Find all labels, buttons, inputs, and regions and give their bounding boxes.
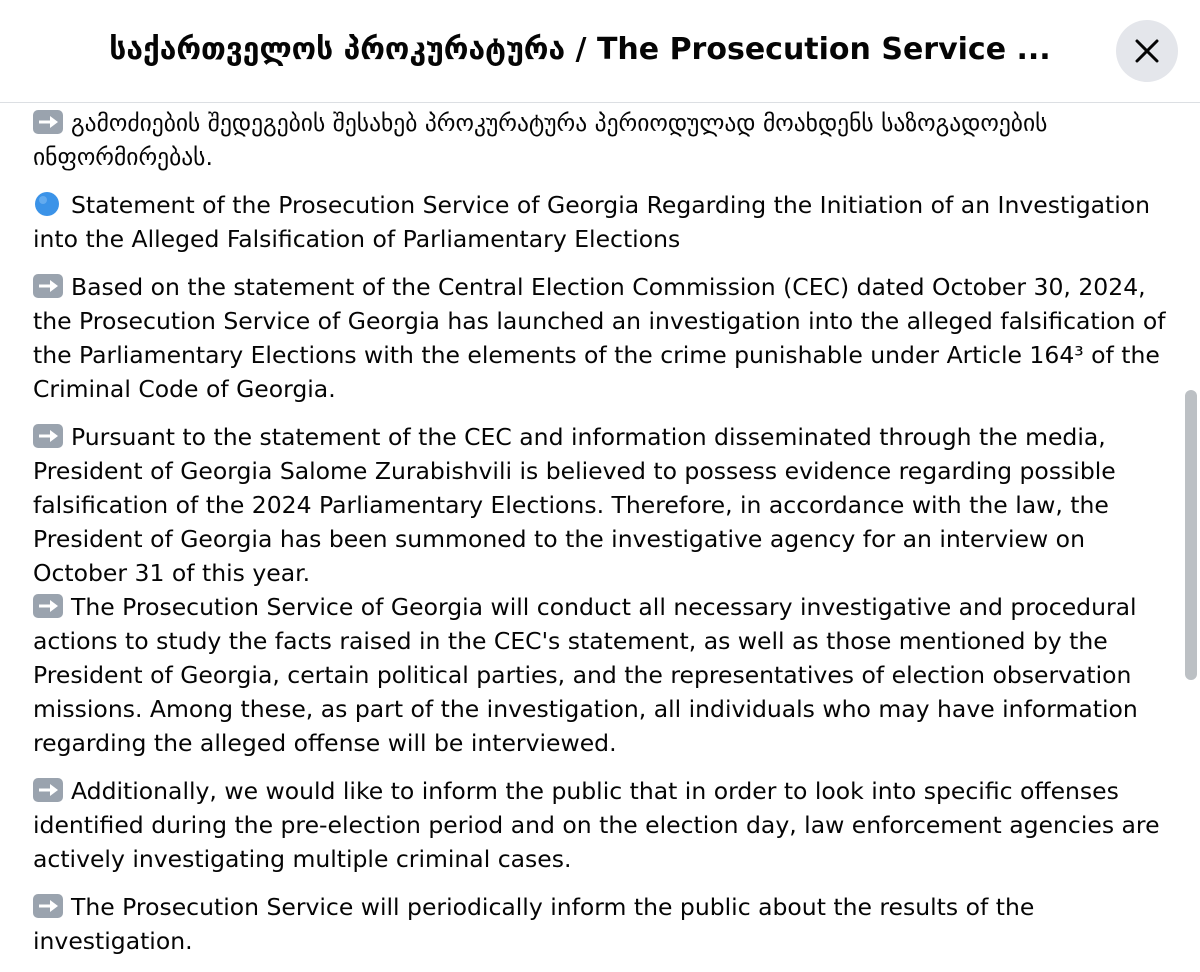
close-button[interactable] — [1116, 20, 1178, 82]
post-paragraph: The Prosecution Service will periodically inform the public about the results of the investigation. — [33, 893, 1035, 955]
dialog-title: საქართველოს პროკურატურა / The Prosecution Service ... — [109, 32, 1051, 67]
close-icon — [1134, 38, 1160, 64]
post-paragraph: Pursuant to the statement of the CEC and information disseminated through the media, President of Georgia Salome Zurabishvili is believed to possess evidence regarding possible falsification of the 2024 Parliamentary Elections. Therefore, in accordance with the law, the President of Georgia has been summoned to the investigative agency for an interview on October 31 of this year. — [33, 423, 1116, 587]
right-arrow-emoji-icon — [33, 778, 63, 802]
post-paragraph: Additionally, we would like to inform the public that in order to look into specific offenses identified during the pre-election period and on the election day, law enforcement agencies are actively investigating multiple criminal cases. — [33, 777, 1160, 873]
blue-circle-emoji-icon — [33, 192, 63, 216]
post-paragraph: The Prosecution Service of Georgia will conduct all necessary investigative and procedural actions to study the facts raised in the CEC's statement, as well as those mentioned by the President of Georgia, certain political parties, and the representatives of election observation missions. Among these, as part of the investigation, all individuals who may have information regarding the alleged offense will be interviewed. — [33, 593, 1138, 757]
post-paragraph: Based on the statement of the Central Election Commission (CEC) dated October 30, 2024, the Prosecution Service of Georgia has launched an investigation into the alleged falsification of the Parliamentary Elections with the elements of the crime punishable under Article 164³ of the Criminal Code of Georgia. — [33, 273, 1166, 403]
post-paragraph: გამოძიების შედეგების შესახებ პროკურატურა პერიოდულად მოახდენს საზოგადოების ინფორმირებას. — [33, 109, 1048, 171]
scrollbar-thumb[interactable] — [1185, 390, 1197, 680]
right-arrow-emoji-icon — [33, 894, 63, 918]
right-arrow-emoji-icon — [33, 110, 63, 134]
post-paragraph: Statement of the Prosecution Service of Georgia Regarding the Initiation of an Investigation into the Alleged Falsification of Parliamentary Elections — [33, 191, 1151, 253]
right-arrow-emoji-icon — [33, 594, 63, 618]
right-arrow-emoji-icon — [33, 424, 63, 448]
post-content — [33, 103, 1183, 972]
right-arrow-emoji-icon — [33, 274, 63, 298]
dialog-header — [0, 0, 1200, 103]
